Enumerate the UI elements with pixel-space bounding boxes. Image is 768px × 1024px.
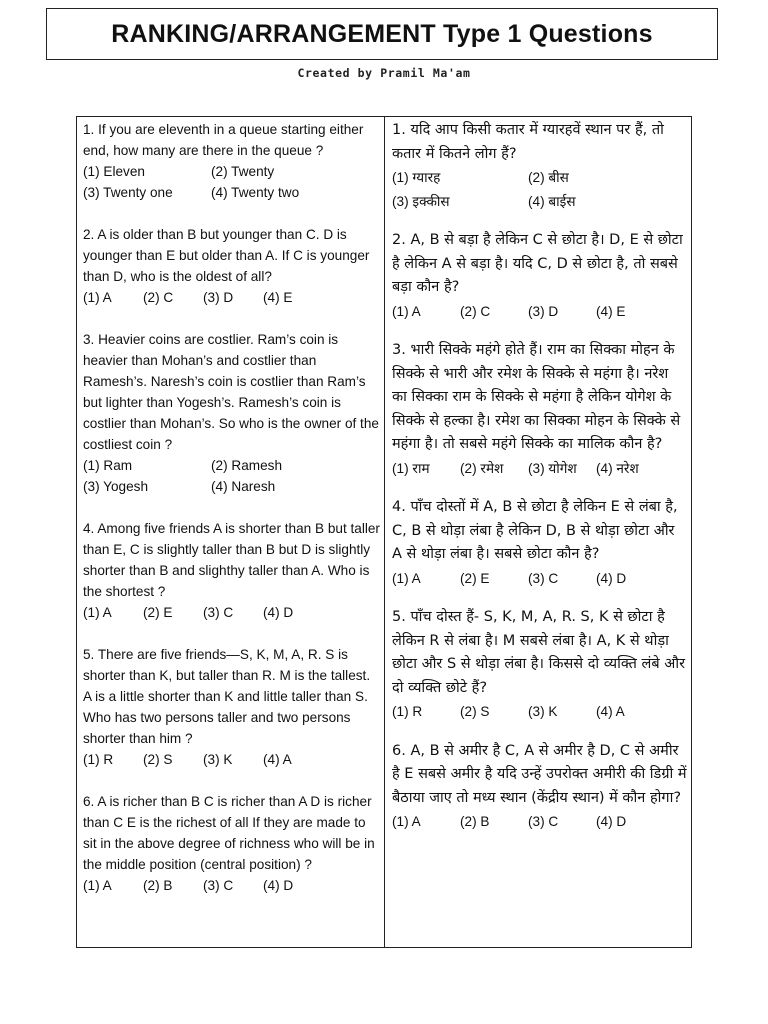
option: (1) R (83, 752, 114, 767)
option: (2) S (143, 752, 173, 767)
option: (1) Ram (83, 458, 133, 473)
option: (2) E (460, 570, 490, 586)
option: (4) D (596, 570, 627, 586)
question-en-6 (83, 791, 380, 896)
question-text: 5. There are five friends—S, K, M, A, R. S is shorter than K, but taller than R. M is the tallest. A is a little shorter than K and little taller than S. Who has two persons taller and two persons shorter than him ? (83, 647, 371, 746)
question-text: 4. पाँच दोस्तों में A, B से छोटा है लेकिन E से लंबा है, C, B से थोड़ा लंबा है लेकिन D, B से थोड़ा छोटा और A से थोड़ा लंबा है। सबसे छोटा कौन है? (392, 499, 678, 562)
option: (2) B (460, 814, 490, 829)
option: (3) K (528, 704, 558, 719)
option: (2) E (143, 605, 173, 620)
option: (1) A (392, 303, 421, 319)
option: (4) D (263, 605, 294, 620)
option: (2) Ramesh (211, 458, 283, 473)
option: (1) राम (392, 460, 430, 476)
option: (1) Eleven (83, 164, 145, 179)
option: (4) A (596, 704, 625, 719)
question-en-3 (83, 329, 380, 497)
option: (4) Naresh (211, 479, 276, 494)
options-row (83, 455, 380, 476)
question-text: 6. A is richer than B C is richer than A D is richer than C E is the richest of all If they are made to sit in the above degree of richness who will be in the middle position (central position) ? (83, 794, 375, 872)
options-row (83, 602, 380, 623)
question-en-4 (83, 518, 380, 623)
options-row (392, 810, 687, 834)
option: (3) C (528, 570, 559, 586)
question-hi-2 (392, 229, 687, 323)
question-text: 1. यदि आप किसी कतार में ग्यारहवें स्थान पर हैं, तो कतार में कितने लोग हैं? (392, 122, 664, 162)
hindi-column (385, 117, 691, 947)
question-text: 2. A is older than B but younger than C. D is younger than E but older than A. If C is younger than D, who is the oldest of all? (83, 227, 370, 284)
options-row (392, 567, 687, 591)
option: (4) नरेश (596, 460, 639, 476)
option: (1) A (83, 605, 112, 620)
option: (4) A (263, 752, 292, 767)
options-row (83, 749, 380, 770)
option: (3) Yogesh (83, 479, 149, 494)
option: (2) Twenty (211, 164, 275, 179)
option: (2) रमेश (460, 460, 504, 476)
options-row (392, 190, 687, 214)
options-row (83, 476, 380, 497)
option: (1) A (83, 878, 112, 893)
questions-table (76, 116, 692, 948)
english-column (77, 117, 385, 947)
option: (1) A (392, 570, 421, 586)
options-row (392, 457, 687, 481)
option: (4) Twenty two (211, 185, 300, 200)
option: (1) ग्यारह (392, 170, 441, 185)
option: (2) बीस (528, 170, 569, 185)
question-hi-5 (392, 606, 687, 724)
question-en-2 (83, 224, 380, 308)
title-box (46, 8, 718, 60)
question-hi-6 (392, 740, 687, 834)
option: (4) बाईस (528, 193, 576, 209)
options-row (392, 700, 687, 724)
option: (2) C (460, 303, 491, 319)
option: (3) C (528, 814, 559, 829)
option: (1) A (83, 290, 112, 305)
option: (2) S (460, 704, 490, 719)
option: (4) D (263, 878, 294, 893)
question-text: 3. भारी सिक्के महंगे होते हैं। राम का सिक्का मोहन के सिक्के से भारी और रमेश के सिक्के से महंगा है। नरेश का सिक्का राम के सिक्के से महंगा है लेकिन योगेश के सिक्के से हल्का है। रमेश का सिक्का मोहन के सिक्के से महंगा है। तो सबसे महंगे सिक्के का मालिक कौन है? (392, 342, 681, 452)
option: (3) C (203, 878, 234, 893)
option: (3) इक्कीस (392, 193, 450, 209)
option: (3) Twenty one (83, 185, 173, 200)
question-text: 2. A, B से बड़ा है लेकिन C से छोटा है। D, E से छोटा है लेकिन A से बड़ा है। यदि C, D से छोटा है, तो सबसे बड़ा कौन है? (392, 232, 683, 295)
option: (2) C (143, 290, 174, 305)
option: (1) R (392, 704, 423, 719)
question-text: 6. A, B से अमीर है C, A से अमीर है D, C से अमीर है E सबसे अमीर है यदि उन्हें उपरोक्त अमीरी की डिग्री में बैठाया जाए तो मध्य स्थान (केंद्रीय स्थान) में कौन होगा? (392, 742, 687, 806)
question-text: 1. If you are eleventh in a queue starting either end, how many are there in the queue ? (83, 122, 364, 158)
options-row (392, 166, 687, 190)
option: (4) E (596, 303, 626, 319)
option: (1) A (392, 814, 421, 829)
options-row (392, 300, 687, 324)
options-row (83, 161, 380, 182)
question-hi-1 (392, 119, 687, 213)
option: (3) योगेश (528, 460, 577, 476)
options-row (83, 287, 380, 308)
question-text: 4. Among five friends A is shorter than B but taller than E, C is slightly taller than B but D is slightly shorter than B and slighthy taller than A. Who is the shortest ? (83, 521, 380, 599)
options-row (83, 875, 380, 896)
question-text: 5. पाँच दोस्त हैं- S, K, M, A, R. S, K से छोटा है लेकिन R से लंबा है। M सबसे लंबा है। A, K से थोड़ा छोटा और S से थोड़ा लंबा है। किससे दो व्यक्ति लंबे और दो व्यक्ति छोटे हैं? (392, 609, 686, 696)
question-text: 3. Heavier coins are costlier. Ram’s coin is heavier than Mohan’s and costlier than Ramesh’s. Naresh’s coin is costlier than Ram’s but lighter than Yogesh’s. Ramesh’s coin is costlier than Mohan’s. So who is the owner of the costliest coin ? (83, 332, 379, 452)
question-hi-4 (392, 496, 687, 590)
option: (3) C (203, 605, 234, 620)
option: (4) E (263, 290, 293, 305)
page-title: RANKING/ARRANGEMENT Type 1 Questions (111, 19, 653, 48)
option: (3) D (528, 303, 559, 319)
question-en-5 (83, 644, 380, 770)
question-en-1 (83, 119, 380, 203)
option: (4) D (596, 814, 627, 829)
options-row (83, 182, 380, 203)
option: (2) B (143, 878, 173, 893)
credit-line: Created by Pramil Ma'am (297, 66, 471, 80)
option: (3) D (203, 290, 234, 305)
option: (3) K (203, 752, 233, 767)
question-hi-3 (392, 339, 687, 480)
